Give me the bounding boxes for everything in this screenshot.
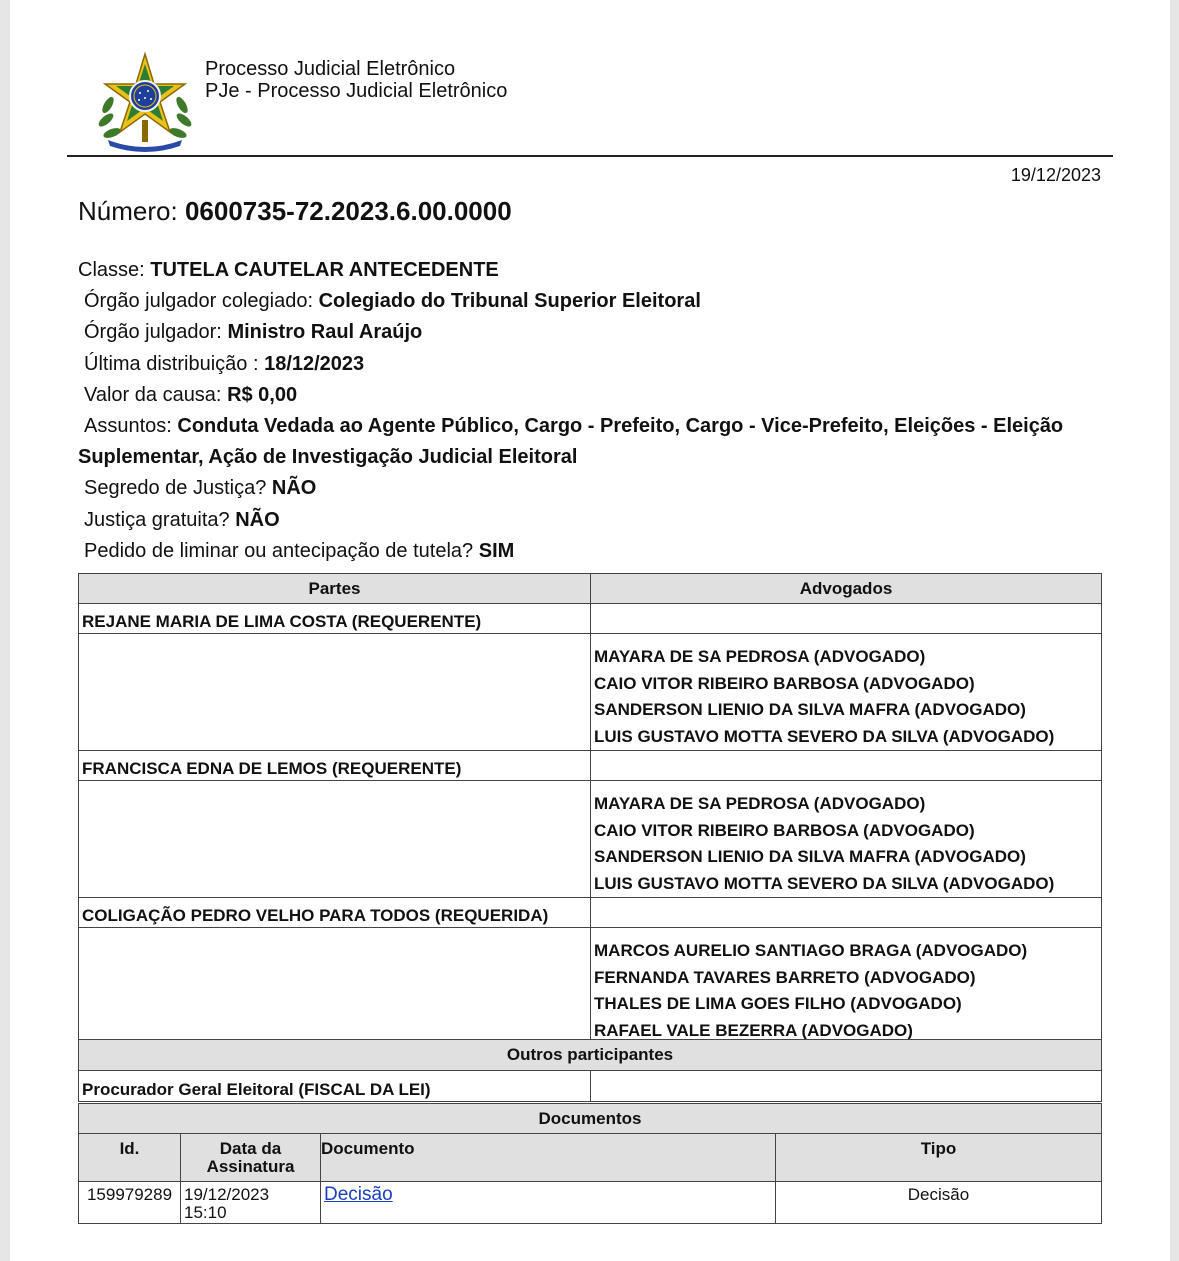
table-row bbox=[79, 604, 1102, 634]
table-row bbox=[79, 1182, 1102, 1224]
lawyer-name: FERNANDA TAVARES BARRETO (ADVOGADO) bbox=[594, 967, 976, 987]
field-label: Valor da causa: bbox=[84, 383, 222, 406]
header-line-1: Processo Judicial Eletrônico bbox=[205, 58, 456, 80]
field-value: NÃO bbox=[235, 508, 280, 531]
lawyer-name: SANDERSON LIENIO DA SILVA MAFRA (ADVOGADO) bbox=[594, 700, 1026, 719]
empty-cell bbox=[79, 781, 591, 898]
empty-cell bbox=[591, 1071, 1102, 1102]
field-label: Pedido de liminar ou antecipação de tutela? bbox=[84, 539, 474, 562]
documentos-table bbox=[78, 1103, 1102, 1224]
lawyer-name: LUIS GUSTAVO MOTTA SEVERO DA SILVA (ADVOGADO) bbox=[594, 726, 1055, 746]
doc-name-cell bbox=[321, 1182, 776, 1224]
col-id-header: Id. bbox=[79, 1134, 181, 1182]
field-label: Órgão julgador colegiado: bbox=[84, 290, 314, 313]
field-orgao-colegiado bbox=[78, 286, 1088, 317]
empty-cell bbox=[591, 751, 1102, 781]
outros-header: Outros participantes bbox=[79, 1040, 1102, 1071]
empty-cell bbox=[79, 634, 591, 751]
field-label: Segredo de Justiça? bbox=[84, 477, 267, 500]
table-row bbox=[79, 781, 1102, 898]
field-liminar bbox=[78, 536, 1088, 567]
lawyer-name: MAYARA DE SA PEDROSA (ADVOGADO) bbox=[594, 794, 926, 813]
table-row bbox=[79, 928, 1102, 1045]
lawyer-name: CAIO VITOR RIBEIRO BARBOSA (ADVOGADO) bbox=[594, 820, 975, 840]
field-classe bbox=[78, 255, 1088, 286]
process-number bbox=[78, 196, 512, 227]
field-value: 18/12/2023 bbox=[264, 352, 365, 375]
process-info bbox=[78, 255, 1088, 567]
field-label: Última distribuição : bbox=[84, 352, 259, 375]
header-text bbox=[205, 58, 507, 102]
doc-tipo: Decisão bbox=[776, 1182, 1102, 1224]
empty-cell bbox=[591, 898, 1102, 928]
doc-date-day: 19/12/2023 bbox=[184, 1185, 270, 1204]
document-page bbox=[10, 0, 1170, 1261]
lawyer-name: MAYARA DE SA PEDROSA (ADVOGADO) bbox=[594, 647, 926, 666]
table-row bbox=[79, 1071, 1102, 1102]
process-number-value: 0600735-72.2023.6.00.0000 bbox=[184, 196, 512, 226]
field-segredo bbox=[78, 473, 1088, 504]
field-value: Ministro Raul Araújo bbox=[227, 321, 423, 344]
header-line-2: PJe - Processo Judicial Eletrônico bbox=[205, 80, 508, 102]
doc-link[interactable]: Decisão bbox=[324, 1184, 393, 1205]
field-label: Classe: bbox=[78, 259, 145, 281]
field-value: TUTELA CAUTELAR ANTECEDENTE bbox=[150, 259, 499, 281]
col-data-header bbox=[181, 1134, 321, 1182]
field-value: NÃO bbox=[271, 477, 317, 500]
field-distribuicao bbox=[78, 349, 1088, 380]
field-value: Conduta Vedada ao Agente Público, Cargo - Prefeito, Cargo - Vice-Prefeito, Eleições - Eleição Suplementar, Ação de Investigação Judicial Eleitoral bbox=[78, 415, 1064, 469]
field-value: SIM bbox=[478, 539, 515, 562]
header-divider bbox=[67, 155, 1113, 157]
doc-date bbox=[181, 1182, 321, 1224]
doc-date-time: 15:10 bbox=[184, 1203, 227, 1222]
partes-table bbox=[78, 573, 1102, 1045]
party-name: COLIGAÇÃO PEDRO VELHO PARA TODOS (REQUERIDA) bbox=[79, 898, 591, 928]
field-value: R$ 0,00 bbox=[227, 383, 298, 406]
field-orgao bbox=[78, 317, 1088, 348]
field-gratuita bbox=[78, 505, 1088, 536]
brazil-coat-of-arms-icon bbox=[90, 50, 200, 154]
table-row bbox=[79, 898, 1102, 928]
party-name: REJANE MARIA DE LIMA COSTA (REQUERENTE) bbox=[79, 604, 591, 634]
col-data-header-line: Data da bbox=[219, 1139, 282, 1158]
document-date: 19/12/2023 bbox=[1010, 165, 1101, 185]
lawyer-name: CAIO VITOR RIBEIRO BARBOSA (ADVOGADO) bbox=[594, 673, 975, 693]
lawyer-list bbox=[591, 781, 1102, 898]
lawyer-name: LUIS GUSTAVO MOTTA SEVERO DA SILVA (ADVOGADO) bbox=[594, 873, 1055, 893]
col-data-header-line: Assinatura bbox=[206, 1157, 295, 1176]
field-label: Órgão julgador: bbox=[84, 321, 222, 344]
lawyer-list bbox=[591, 928, 1102, 1045]
lawyer-name: MARCOS AURELIO SANTIAGO BRAGA (ADVOGADO) bbox=[594, 941, 1028, 960]
field-assuntos bbox=[78, 411, 1088, 473]
col-partes-header: Partes bbox=[79, 574, 591, 604]
col-advogados-header: Advogados bbox=[591, 574, 1102, 604]
table-row bbox=[79, 751, 1102, 781]
field-valor bbox=[78, 380, 1088, 411]
process-number-label: Número: bbox=[78, 196, 178, 226]
lawyer-name: SANDERSON LIENIO DA SILVA MAFRA (ADVOGADO) bbox=[594, 847, 1026, 866]
col-documento-header: Documento bbox=[321, 1134, 776, 1182]
table-row bbox=[79, 634, 1102, 751]
col-tipo-header: Tipo bbox=[776, 1134, 1102, 1182]
empty-cell bbox=[79, 928, 591, 1045]
empty-cell bbox=[591, 604, 1102, 634]
outros-table bbox=[78, 1039, 1102, 1102]
lawyer-name: RAFAEL VALE BEZERRA (ADVOGADO) bbox=[594, 1020, 913, 1040]
doc-id: 159979289 bbox=[79, 1182, 181, 1224]
field-label: Justiça gratuita? bbox=[84, 508, 230, 531]
documentos-header: Documentos bbox=[79, 1104, 1102, 1134]
lawyer-list bbox=[591, 634, 1102, 751]
field-label: Assuntos: bbox=[84, 415, 172, 438]
party-name: FRANCISCA EDNA DE LEMOS (REQUERENTE) bbox=[79, 751, 591, 781]
field-value: Colegiado do Tribunal Superior Eleitoral bbox=[318, 290, 701, 313]
participant-name: Procurador Geral Eleitoral (FISCAL DA LEI) bbox=[79, 1071, 591, 1102]
lawyer-name: THALES DE LIMA GOES FILHO (ADVOGADO) bbox=[594, 994, 962, 1013]
